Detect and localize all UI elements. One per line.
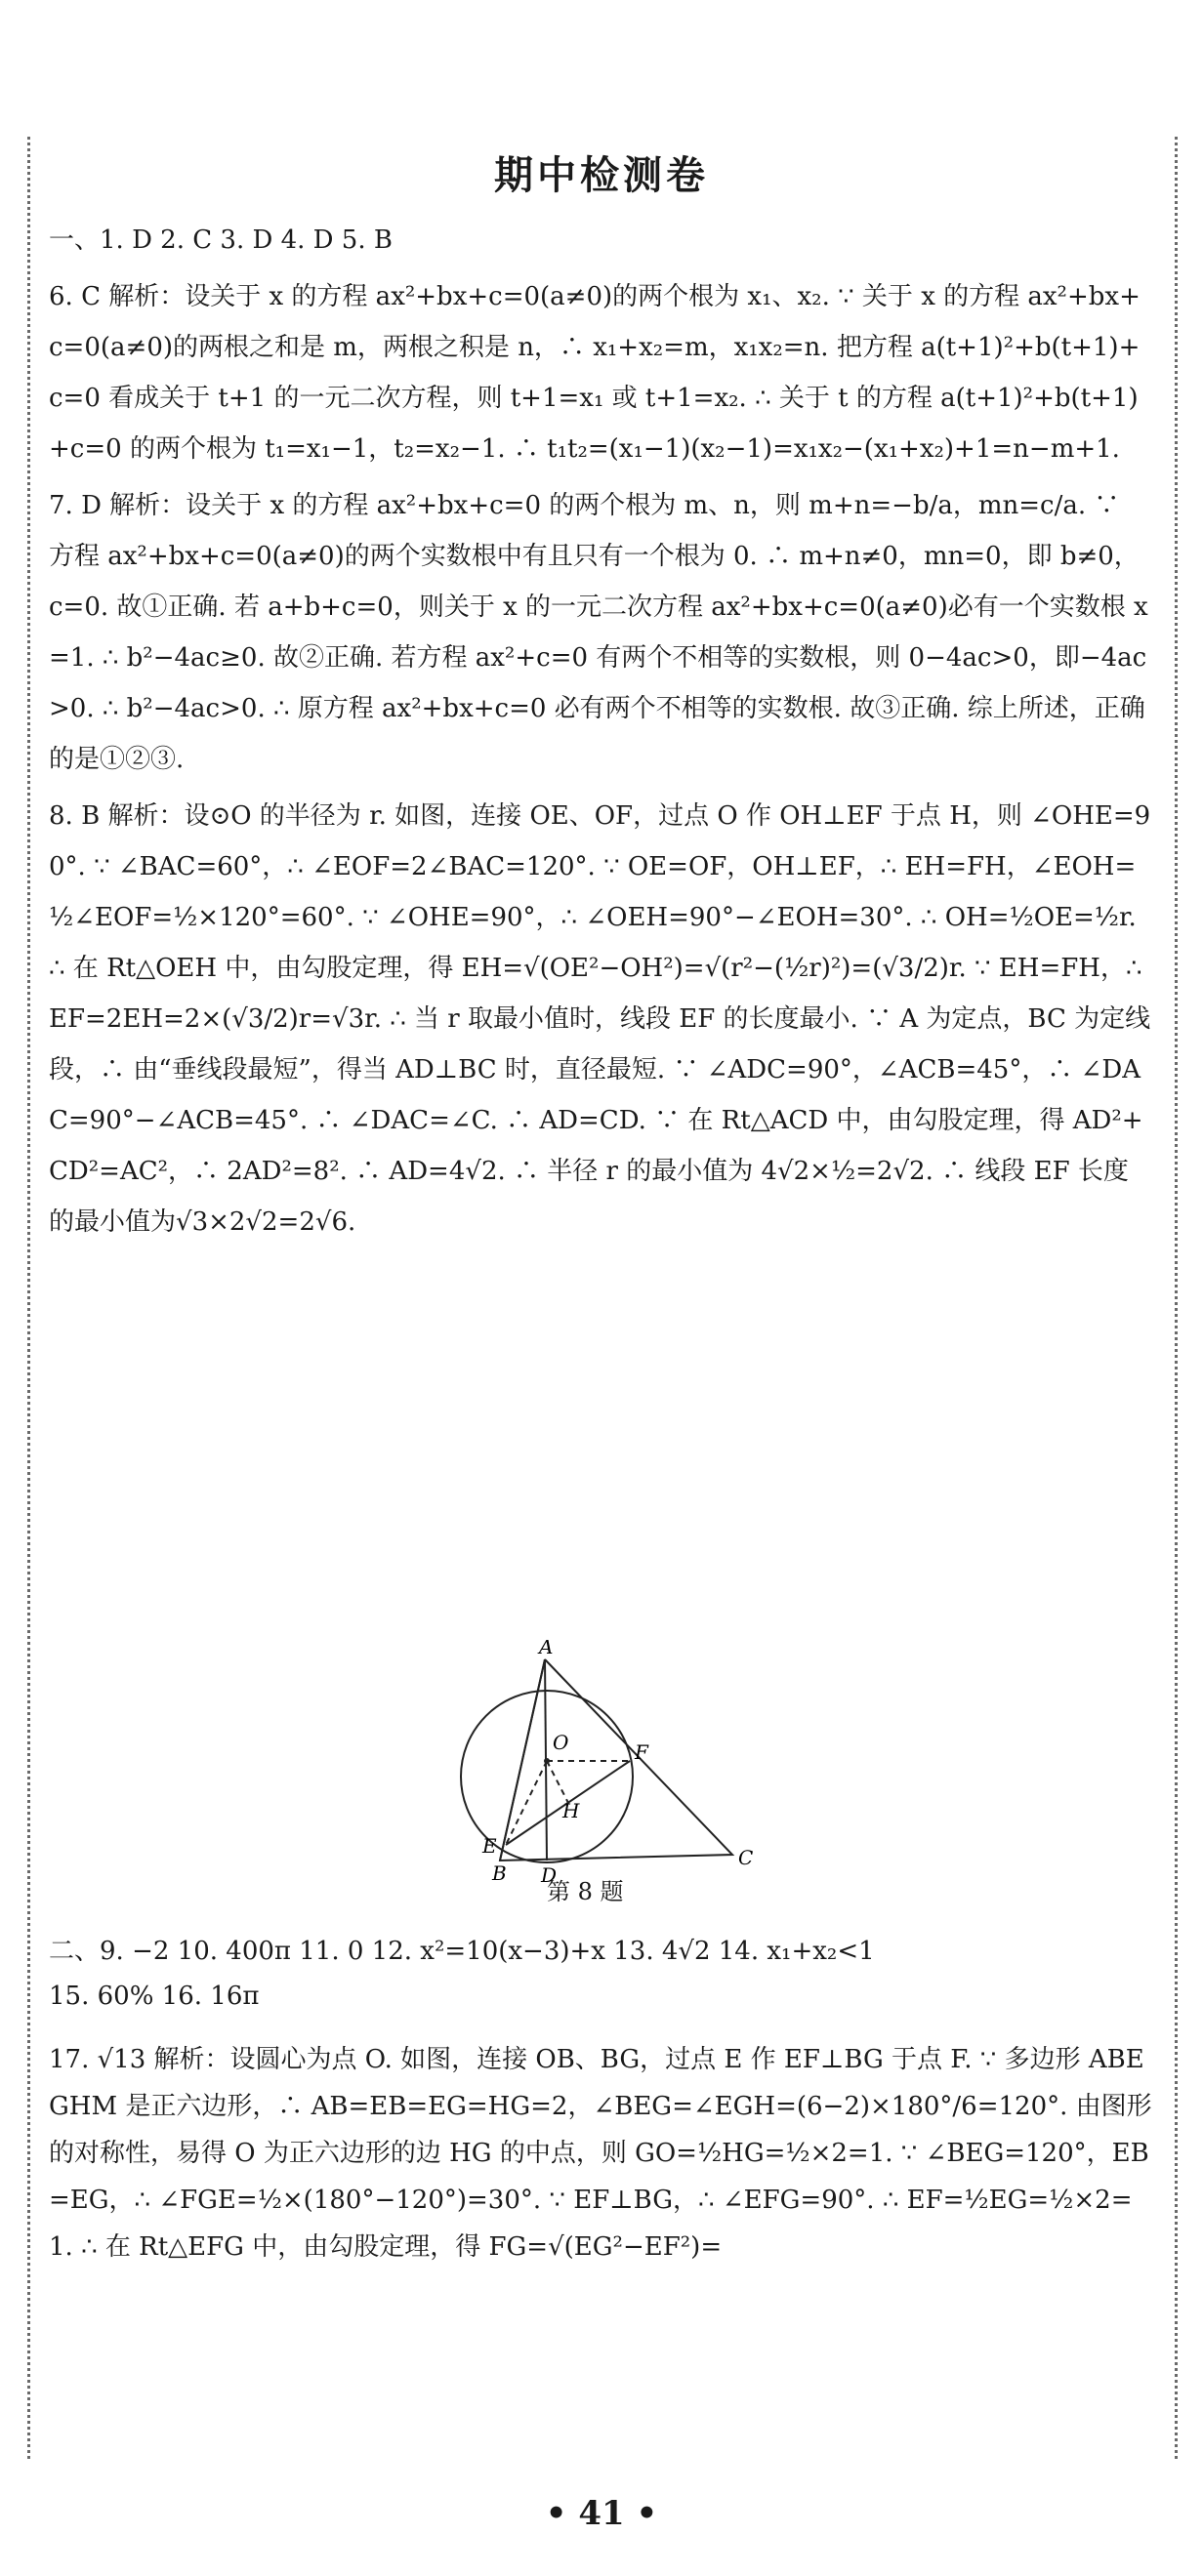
label-B: B	[492, 1861, 507, 1885]
label-D: D	[541, 1863, 558, 1887]
label-H: H	[562, 1799, 580, 1822]
label-A: A	[539, 1640, 554, 1658]
label-E: E	[482, 1834, 497, 1858]
label-C: C	[738, 1846, 754, 1869]
page-number: • 41 •	[545, 2494, 658, 2533]
page-title: 期中检测卷	[494, 153, 709, 198]
answers-fill-2: 15. 60% 16. 16π	[49, 1982, 260, 2011]
geometry-figure	[449, 1640, 781, 1903]
answers-fill-1: 二、9. −2 10. 400π 11. 0 12. x²=10(x−3)+x 13. 4√2 14. x₁+x₂<1	[49, 1937, 875, 1966]
solution-8: 8. B 解析：设⊙O 的半径为 r. 如图，连接 OE、OF，过点 O 作 OH⊥EF 于点 H，则 ∠OHE=90°. ∵ ∠BAC=60°，∴ ∠EOF=2∠BAC=120°. ∵ OE=OF，OH⊥EF，∴ EH=FH，∠EOH=½∠EOF=½×120°=60°. ∵ ∠OHE=90°，∴ ∠OEH=90°−∠EOH=30°. ∴ OH=½OE=½r. ∴ 在 Rt△OEH 中，由勾股定理，得 EH=√(OE²−OH²)=√(r²−(½r)²)=(√3/2)r. ∵ EH=FH，∴ EF=2EH=2×(√3/2)r=√3r. ∴ 当 r 取最小值时，线段 EF 的长度最小. ∵ A 为定点，BC 为定线段，∴ 由“垂线段最短”，得当 AD⊥BC 时，直径最短. ∵ ∠ADC=90°，∠ACB=45°，∴ ∠DAC=90°−∠ACB=45°. ∴ ∠DAC=∠C. ∴ AD=CD. ∵ 在 Rt△ACD 中，由勾股定理，得 AD²+CD²=AC²，∴ 2AD²=8². ∴ AD=4√2. ∴ 半径 r 的最小值为 4√2×½=2√2. ∴ 线段 EF 长度的最小值为√3×2√2=2√6.	[49, 801, 1151, 1237]
solution-text	[49, 215, 1152, 1253]
left-dotted-border	[27, 137, 30, 2459]
answers-multiple-choice: 一、1. D 2. C 3. D 4. D 5. B	[49, 225, 393, 255]
right-dotted-border	[1175, 137, 1178, 2459]
solution-6: 6. C 解析：设关于 x 的方程 ax²+bx+c=0(a≠0)的两个根为 x₁、x₂. ∵ 关于 x 的方程 ax²+bx+c=0(a≠0)的两根之和是 m，两根之积是 n，∴ x₁+x₂=m，x₁x₂=n. 把方程 a(t+1)²+b(t+1)+c=0 看成关于 t+1 的一元二次方程，则 t+1=x₁ 或 t+1=x₂. ∴ 关于 t 的方程 a(t+1)²+b(t+1)+c=0 的两个根为 t₁=x₁−1，t₂=x₂−1. ∴ t₁t₂=(x₁−1)(x₂−1)=x₁x₂−(x₁+x₂)+1=n−m+1.	[49, 282, 1141, 464]
solution-17: 17. √13 解析：设圆心为点 O. 如图，连接 OB、BG，过点 E 作 EF⊥BG 于点 F. ∵ 多边形 ABEGHM 是正六边形，∴ AB=EB=EG=HG=2，∠BEG=∠EGH=(6−2)×180°/6=120°. 由图形的对称性，易得 O 为正六边形的边 HG 的中点，则 GO=½HG=½×2=1. ∵ ∠BEG=120°，EB=EG，∴ ∠FGE=½×(180°−120°)=30°. ∵ EF⊥BG，∴ ∠EFG=90°. ∴ EF=½EG=½×2=1. ∴ 在 Rt△EFG 中，由勾股定理，得 FG=√(EG²−EF²)=	[49, 2045, 1152, 2262]
label-O: O	[553, 1731, 569, 1754]
solution-7: 7. D 解析：设关于 x 的方程 ax²+bx+c=0 的两个根为 m、n，则 m+n=−b/a，mn=c/a. ∵ 方程 ax²+bx+c=0(a≠0)的两个实数根中有且只有一个根为 0. ∴ m+n≠0，mn=0，即 b≠0，c=0. 故①正确. 若 a+b+c=0，则关于 x 的一元二次方程 ax²+bx+c=0(a≠0)必有一个实数根 x=1. ∴ b²−4ac≥0. 故②正确. 若方程 ax²+c=0 有两个不相等的实数根，则 0−4ac>0，即−4ac>0. ∴ b²−4ac>0. ∴ 原方程 ax²+bx+c=0 必有两个不相等的实数根. 故③正确. 综上所述，正确的是①②③.	[49, 491, 1148, 774]
figure-caption: 第 8 题	[547, 1878, 624, 1905]
solution-17-block	[49, 2036, 1152, 2276]
label-F: F	[635, 1740, 648, 1764]
